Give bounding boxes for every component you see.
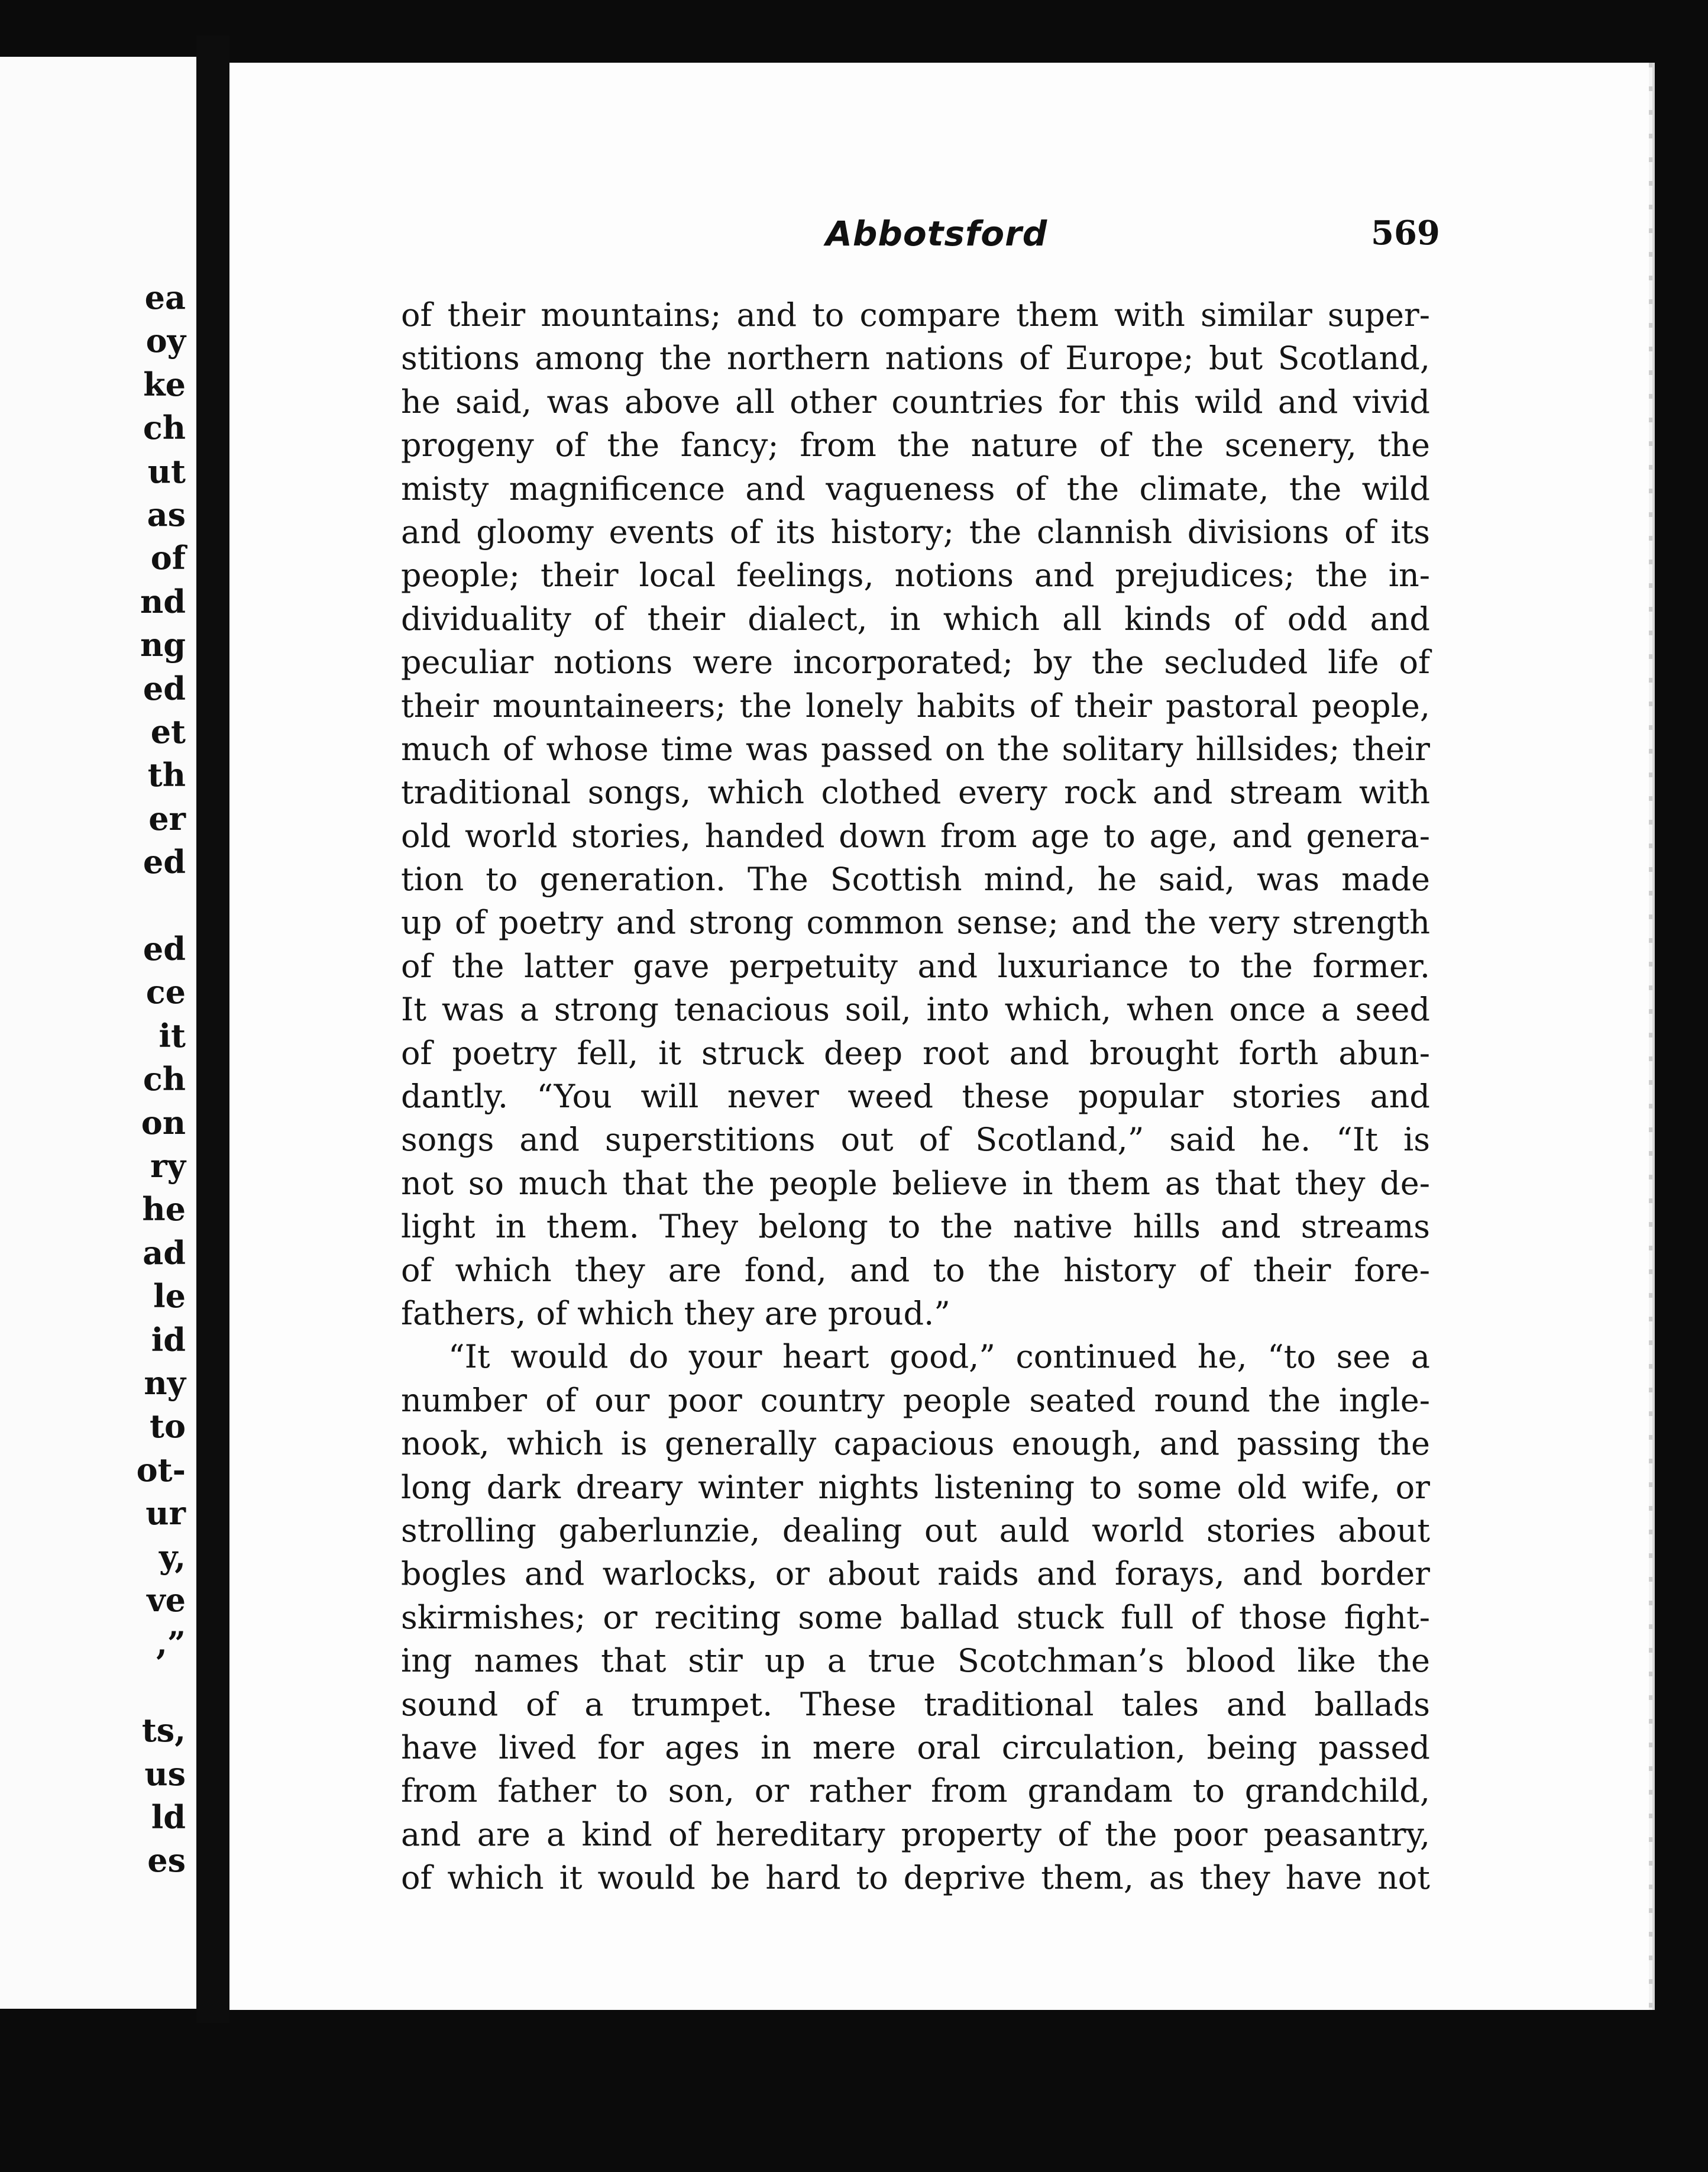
facing-page-line-fragment: et [150,713,186,751]
facing-page-line-fragment: ut [147,452,186,490]
text-line: bogles and warlocks, or about raids and forays, and border [401,1555,1430,1593]
facing-page-line-fragment: ad [143,1233,186,1272]
body-text [401,293,1430,1899]
text-line: progeny of the fancy; from the nature of the scenery, the [401,426,1430,464]
facing-page-line-fragment: le [153,1277,186,1316]
facing-page-line-fragment: ch [143,1060,186,1098]
text-line: have lived for ages in mere oral circulation, being passed [401,1728,1430,1766]
text-line: long dark dreary winter nights listening to some old wife, or [401,1468,1430,1506]
text-line: songs and superstitions out of Scotland,” said he. “It is [401,1121,1430,1159]
text-line: traditional songs, which clothed every rock and stream with [401,774,1430,812]
facing-page-line-fragment: oy [145,322,186,360]
text-line: not so much that the people believe in them as that they de- [401,1164,1430,1202]
text-line: of their mountains; and to compare them with similar super- [401,296,1430,334]
text-line: tion to generation. The Scottish mind, he said, was made [401,861,1430,898]
page-edge [1649,63,1652,2010]
facing-page-line-fragment: id [151,1320,186,1359]
facing-page-line-fragment: ea [144,279,186,316]
text-line: misty magnificence and vagueness of the climate, the wild [401,470,1430,508]
facing-page-line-fragment: ur [145,1494,186,1533]
text-line: skirmishes; or reciting some ballad stuck full of those fight- [401,1598,1430,1636]
text-line: “It would do your heart good,” continued he, “to see a [448,1338,1430,1376]
text-line: up of poetry and strong common sense; and the very strength [401,904,1430,942]
facing-page-line-fragment: ke [143,365,186,403]
facing-page-line-fragment: ld [151,1798,186,1836]
text-line: much of whose time was passed on the solitary hillsides; their [401,730,1430,768]
page-number: 569 [1371,214,1440,253]
text-line: old world stories, handed down from age to age, and genera- [401,817,1430,855]
facing-page-line-fragment: ,” [156,1624,186,1663]
text-line: of which they are fond, and to the history of their fore- [401,1251,1430,1289]
text-line: of the latter gave perpetuity and luxuriance to the former. [401,947,1430,985]
text-line: their mountaineers; the lonely habits of their pastoral people, [401,687,1430,725]
text-line: of which it would be hard to deprive them, as they have not [401,1859,1430,1897]
text-line: It was a strong tenacious soil, into which, when once a seed [401,991,1430,1029]
text-line: peculiar notions were incorporated; by the secluded life of [401,644,1430,681]
facing-page-line-fragment: ot- [136,1450,186,1489]
facing-page-line-fragment: ed [143,930,186,968]
facing-page-line-fragment: th [147,756,186,794]
text-line: number of our poor country people seated round the ingle- [401,1381,1430,1419]
text-line: he said, was above all other countries for this wild and vivid [401,383,1430,421]
text-line: people; their local feelings, notions and prejudices; the in- [401,557,1430,594]
text-line: ing names that stir up a true Scotchman’s blood like the [401,1642,1430,1680]
facing-page-line-fragment: to [150,1407,186,1446]
facing-page-line-fragment: ce [145,973,186,1011]
facing-page-fragment [0,57,196,2009]
text-line: and gloomy events of its history; the clannish divisions of its [401,513,1430,551]
facing-page-line-fragment: he [142,1190,186,1229]
text-line: fathers, of which they are proud.” [401,1294,950,1332]
facing-page-line-fragment: ny [144,1364,186,1402]
text-line: and are a kind of hereditary property of the poor peasantry, [401,1815,1430,1853]
text-line: of poetry fell, it struck deep root and brought forth abun- [401,1034,1430,1072]
text-line: from father to son, or rather from grandam to grandchild, [401,1772,1430,1810]
running-title: Abbotsford [826,214,1048,254]
text-line: nook, which is generally capacious enough, and passing the [401,1425,1430,1463]
facing-page-line-fragment: us [144,1754,186,1793]
facing-page-line-fragment: ts, [141,1711,186,1750]
facing-page-line-fragment: as [147,496,186,534]
facing-page-line-fragment: nd [140,582,186,620]
facing-page-line-fragment: ed [143,669,186,707]
facing-page-line-fragment: it [158,1016,186,1055]
text-line: stitions among the northern nations of Europe; but Scotland, [401,340,1430,377]
running-head [229,214,1652,255]
facing-page-line-fragment: ed [143,843,186,881]
text-line: sound of a trumpet. These traditional tales and ballads [401,1685,1430,1723]
book-gutter [196,35,229,2023]
facing-page-line-fragment: of [150,539,186,577]
book-page [229,63,1655,2010]
text-line: strolling gaberlunzie, dealing out auld world stories about [401,1511,1430,1549]
facing-page-line-fragment: ry [150,1147,186,1185]
facing-page-line-fragment: er [148,799,186,838]
facing-page-line-fragment: ch [143,409,186,447]
facing-page-line-fragment: ng [140,626,186,664]
facing-page-line-fragment: ve [147,1581,186,1619]
text-line: dividuality of their dialect, in which all kinds of odd and [401,600,1430,638]
text-line: dantly. “You will never weed these popular stories and [401,1078,1430,1116]
facing-page-line-fragment: y, [158,1537,186,1576]
facing-page-line-fragment: on [141,1103,186,1142]
facing-page-line-fragment: es [147,1841,186,1880]
text-line: light in them. They belong to the native hills and streams [401,1208,1430,1246]
